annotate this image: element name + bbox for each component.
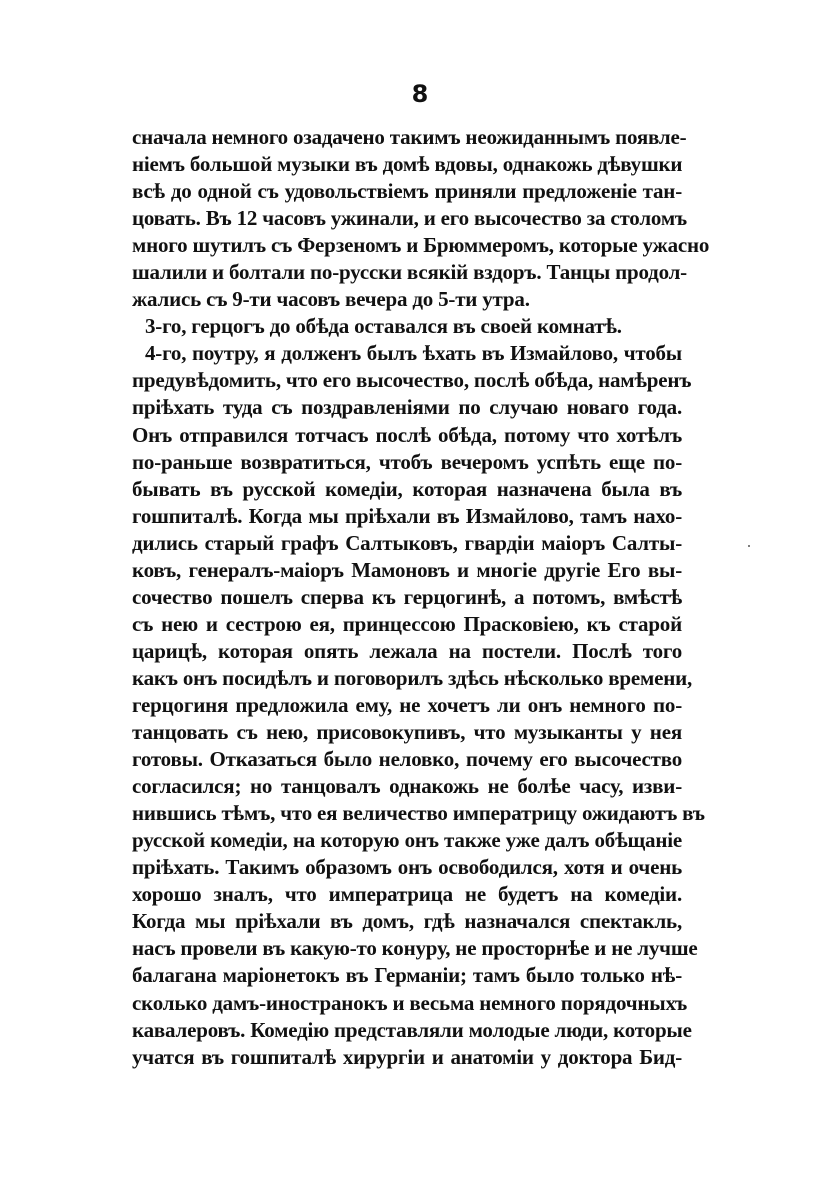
text-line: пріѣхать. Такимъ образомъ онъ освободился, хотя и очень: [132, 855, 682, 880]
text-line: сочество пошелъ сперва къ герцогинѣ, а потомъ, вмѣстѣ: [132, 584, 682, 609]
text-line: пріѣхать туда съ поздравленіями по случаю новаго года.: [132, 395, 682, 420]
text-line: нившись тѣмъ, что ея величество императрицу ожидаютъ въ: [132, 801, 705, 826]
text-line: балагана маріонетокъ въ Германіи; тамъ было только нѣ-: [132, 963, 682, 988]
text-line: дились старый графъ Салтыковъ, гвардіи маіоръ Салты-: [132, 530, 682, 555]
text-line: съ нею и сестрою ея, принцессою Прасковіею, къ старой: [132, 611, 682, 636]
text-line: русской комедіи, на которую онъ также уже далъ обѣщаніе: [132, 828, 682, 853]
text-line: сначала немного озадачено такимъ неожиданнымъ появле-: [132, 125, 687, 149]
text-line: кавалеровъ. Комедію представляли молодые люди, которые: [132, 1017, 692, 1042]
text-line: ніемъ большой музыки въ домѣ вдовы, однакожь дѣвушки: [132, 152, 683, 177]
text-line: по-раньше возвратиться, чтобъ вечеромъ успѣть еще по-: [132, 449, 682, 474]
text-line: предувѣдомить, что его высочество, послѣ обѣда, намѣренъ: [132, 368, 692, 393]
text-line: Когда мы пріѣхали въ домъ, гдѣ назначался спектакль,: [132, 909, 682, 934]
text-line: Онъ отправился тотчасъ послѣ обѣда, потому что хотѣлъ: [132, 422, 682, 447]
text-line: ковъ, генералъ-маіоръ Мамоновъ и многіе другіе Его вы-: [132, 557, 682, 582]
text-line: герцогиня предложила ему, не хочетъ ли онъ немного по-: [132, 692, 682, 717]
text-line: согласился; но танцовалъ однакожь не болѣе часу, изви-: [132, 774, 682, 799]
scan-speck: [748, 545, 750, 547]
text-line: царицѣ, которая опять лежала на постели. Послѣ того: [132, 638, 682, 663]
text-line: хорошо зналъ, что императрица не будетъ на комедіи.: [132, 882, 682, 907]
text-line: шалили и болтали по-русски всякій вздоръ. Танцы продол-: [132, 260, 687, 285]
body-text: [132, 124, 710, 1071]
text-line: всѣ до одной съ удовольствіемъ приняли предложеніе тан-: [132, 179, 682, 204]
text-line: 4-го, поутру, я долженъ былъ ѣхать въ Измайлово, чтобы: [145, 341, 682, 366]
text-line: насъ провели въ какую-то конуру, не просторнѣе и не лучше: [132, 936, 698, 961]
text-line: бывать въ русской комедіи, которая назначена была въ: [132, 476, 682, 501]
text-line: сколько дамъ-иностранокъ и весьма немного порядочныхъ: [132, 990, 688, 1015]
text-line: танцовать съ нею, присовокупивъ, что музыканты у нея: [132, 720, 682, 745]
text-line: 3-го, герцогъ до обѣда оставался въ своей комнатѣ.: [145, 314, 622, 339]
text-line: учатся въ гошпиталѣ хирургіи и анатоміи у доктора Бид-: [132, 1044, 682, 1069]
text-line: жались съ 9-ти часовъ вечера до 5-ти утра.: [132, 287, 530, 312]
page-number: 8: [411, 80, 429, 108]
text-line: много шутилъ съ Ферзеномъ и Брюммеромъ, которые ужасно: [132, 233, 710, 258]
text-line: какъ онъ посидѣлъ и поговорилъ здѣсь нѣсколько времени,: [132, 665, 693, 690]
text-line: гошпиталѣ. Когда мы пріѣхали въ Измайлово, тамъ нахо-: [132, 503, 682, 528]
text-line: готовы. Отказаться было неловко, почему его высочество: [132, 747, 682, 772]
text-line: цовать. Въ 12 часовъ ужинали, и его высочество за столомъ: [132, 206, 687, 231]
